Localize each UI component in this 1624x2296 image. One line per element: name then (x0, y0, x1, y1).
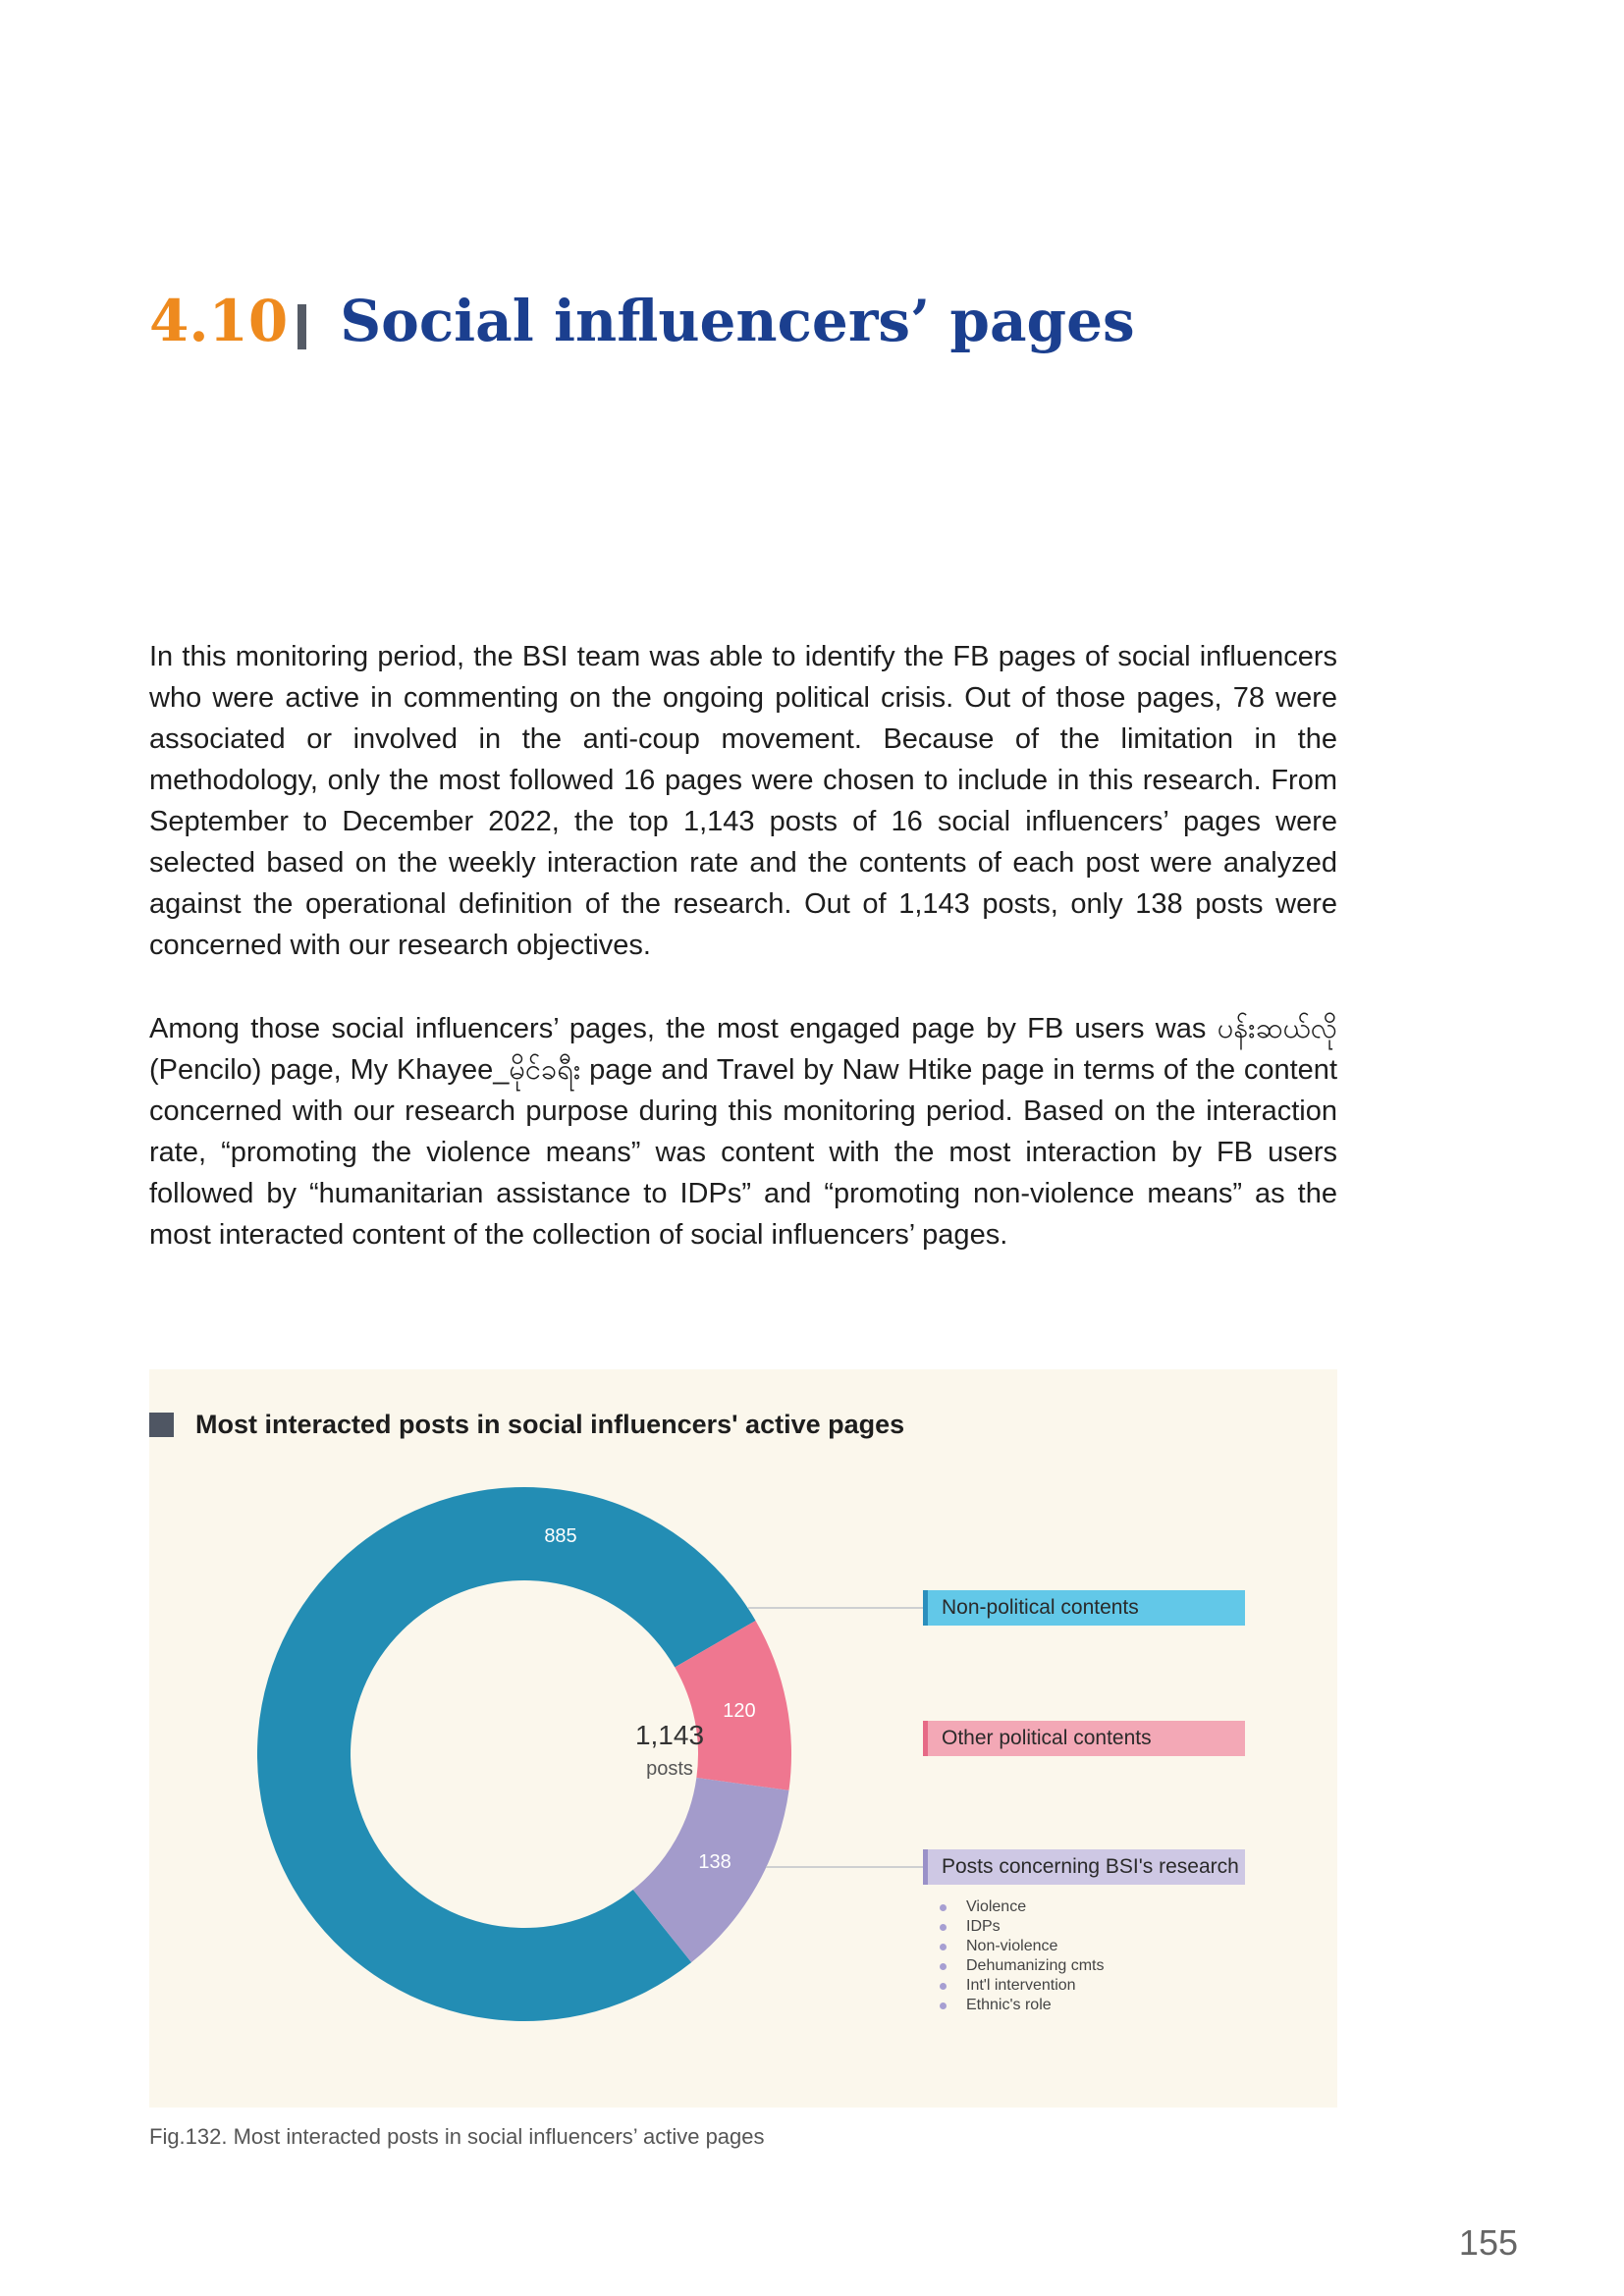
paragraph-1: In this monitoring period, the BSI team was able to identify the FB pages of social influencers who were active in commenting on the ongoing political crisis. Out of those pages, 78 were associated or involved in the anti-coup movement. Because of the limitation in the methodology, only the most followed 16 pages were chosen to include in this research. From September to December 2022, the top 1,143 posts of 16 social influencers’ pages were selected based on the weekly interaction rate and the contents of each post were analyzed against the operational definition of the research. Out of 1,143 posts, only 138 posts were concerned with our research objectives. (149, 641, 1337, 961)
section-heading (149, 277, 1135, 365)
section-number: 4.10 (149, 288, 289, 354)
page-number: 155 (1458, 2222, 1518, 2263)
bullet-icon (940, 1963, 947, 1970)
research-subcategory-list (940, 1897, 1105, 2015)
bullet-icon (940, 1904, 947, 1911)
list-item: Non-violence (940, 1937, 1105, 1956)
list-item: Int'l intervention (940, 1976, 1105, 1996)
list-item: Ethnic's role (940, 1996, 1105, 2015)
heading-divider (298, 304, 306, 349)
slice-value-label: 120 (723, 1699, 756, 1722)
bullet-icon (940, 1983, 947, 1990)
slice-value-label: 138 (698, 1850, 731, 1873)
paragraph-2: Among those social influencers’ pages, the most engaged page by FB users was ပန်းဆယ်လို (Pencilo) page, My Khayee_မိုင်ခရီး page and Travel by Naw Htike page in terms of the content concerned with our research purpose during this monitoring period. Based on the interaction rate, “promoting the violence means” was content with the most interaction by FB users followed by “humanitarian assistance to IDPs” and “promoting non-violence means” as the most interacted content of the collection of social influencers’ pages. (149, 1013, 1337, 1251)
donut-center-label: posts (646, 1758, 693, 1780)
bullet-icon (940, 2002, 947, 2009)
bullet-icon (940, 1944, 947, 1950)
legend-other-political: Other political contents (923, 1721, 1245, 1756)
section-title: Social influencers’ pages (340, 288, 1135, 354)
list-item: Violence (940, 1897, 1105, 1917)
list-item: IDPs (940, 1917, 1105, 1937)
figure-title-text: Most interacted posts in social influencers' active pages (195, 1409, 905, 1439)
list-item: Dehumanizing cmts (940, 1956, 1105, 1976)
legend-bsi-research: Posts concerning BSI's research (923, 1849, 1245, 1885)
figure-caption: Fig.132. Most interacted posts in social influencers’ active pages (149, 2124, 765, 2149)
legend-non-political: Non-political contents (923, 1590, 1245, 1626)
bullet-icon (940, 1924, 947, 1931)
figure-panel (149, 1369, 1337, 2108)
slice-value-label: 885 (544, 1524, 577, 1547)
donut-center-value: 1,143 (634, 1720, 705, 1750)
